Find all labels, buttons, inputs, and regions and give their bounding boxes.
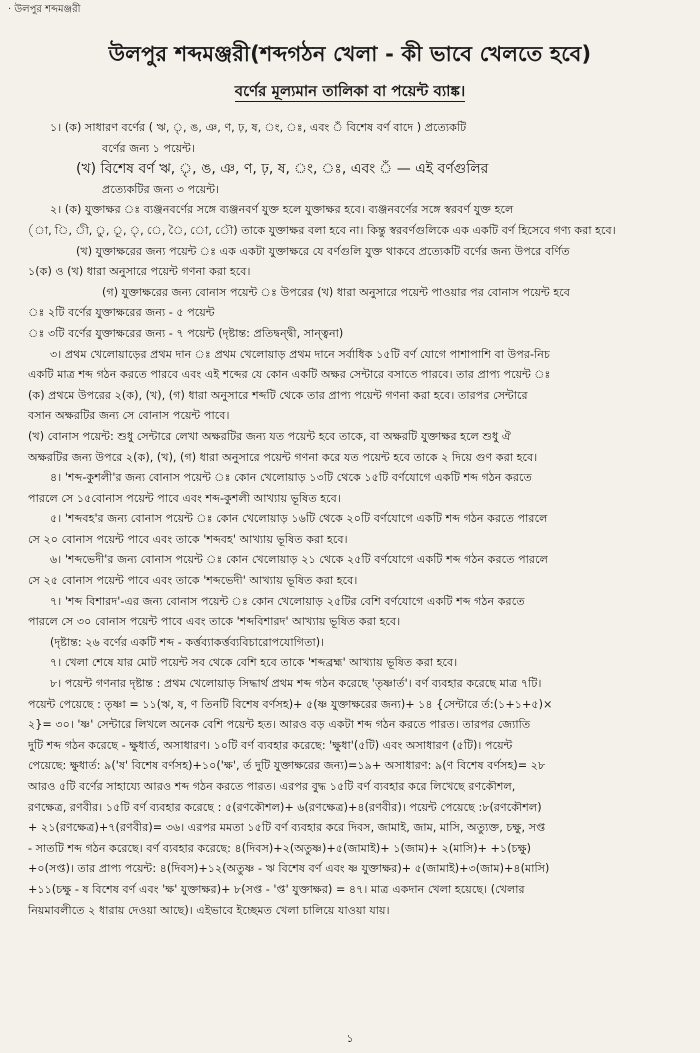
rule-8-line-11: +১১(চক্ষু - ষ বিশেষ বর্ণ এবং 'ক্ষ' যুক্তাক্ষর)+ ৮(সপ্ত - 'প্ত' যুক্তাক্ষর) = ৪৭। মাত্র একদান খেলা হয়েছে। (খেলার — [28, 882, 525, 896]
rule-2b-line-1: (খ) যুক্তাক্ষরের জন্য পয়েন্ট ঃ এক একটা যুক্তাক্ষরে যে বর্ণগুলি যুক্ত থাকবে প্রত্যেকটি বর্ণের জন্য উপরে বর্ণিত — [76, 244, 570, 258]
rule-6-line-1: ৬। 'শব্দভেদী'র জন্য বোনাস পয়েন্ট ঃ কোন খেলোয়াড় ২১ থেকে ২৫টি বর্ণযোগে একটি শব্দ গঠন করতে পারলে — [50, 553, 548, 567]
rule-4-line-2: পারলে সে ১৫বোনাস পয়েন্ট পাবে এবং শব্দ-কুশলী আখ্যায় ভূষিত হবে। — [28, 491, 341, 505]
rule-7-line-2: পারলে সে ৩০ বোনাস পয়েন্ট পাবে এবং তাকে 'শব্দবিশারদ' আখ্যায় ভূষিত করা হবে। — [28, 615, 401, 629]
rule-3a-line-1: (ক) প্রথমে উপরের ২(ক), (খ), (গ) ধারা অনুসারে শব্দটি থেকে তার প্রাপ্য পয়েন্ট গণনা করা হবে। তারপর সেন্টারে — [28, 388, 528, 402]
rule-6-line-2: সে ২৫ বোনাস পয়েন্ট পাবে এবং তাকে 'শব্দভেদী' আখ্যায় ভূষিত করা হবে। — [28, 574, 358, 588]
rule-2a-line-2: (া, ি, ী, ু, ূ, ৃ, ে, ৈ, ো, ৌ) তাকে যুক্তাক্ষর বলা হবে না। কিন্তু স্বরবর্ণগুলিকে এক একটি বর্ণ হিসেবে গণ্য করা হবে। — [28, 223, 616, 237]
rule-8-line-1: ৮। পয়েন্ট গণনার দৃষ্টান্ত : প্রথম খেলোয়াড় সিদ্ধার্থ প্রথম শব্দ গঠন করেছে 'তৃষ্ণার্ত'। বর্ণ ব্যবহার করেছে মাত্র ৭টি। — [50, 677, 542, 691]
rule-1a-line-2: বর্ণের জন্য ১ পয়েন্ট। — [102, 141, 195, 155]
rule-5-line-2: সে ২০ বোনাস পয়েন্ট পাবে এবং তাকে 'শব্দবহ' আখ্যায় ভূষিত করা হবে। — [28, 532, 348, 546]
rule-8-line-5: পেয়েছে: ক্ষুধার্ত: ৯('ষ' বিশেষ বর্ণসহ)+১০('ক্ষ', র্ত দুটি যুক্তাক্ষরের জন্য)=১৯+ অসাধারণ: ৯(ণ বিশেষ বর্ণসহ)= ২৮ — [28, 759, 546, 773]
rule-7-example: (দৃষ্টান্ত: ২৬ বর্ণের একটি শব্দ - কর্ত্তব্যাকর্ত্তব্যবিচারোপযোগিতা)। — [50, 635, 325, 649]
rule-3-line-2: একটি মাত্র শব্দ গঠন করতে পারবে এবং এই শব্দের যে কোন একটি অক্ষর সেন্টারে বসাতে পারবে। তার প্রাপ্য পয়েন্ট ঃ — [28, 368, 551, 382]
rule-8-line-6: আরও ৫টি বর্ণের সাহায্যে আরও শব্দ গঠন করতে পারত। এরপর বুদ্ধ ১৫টি বর্ণ ব্যবহার করে লিখেছে রণকৌশল, — [28, 780, 516, 793]
rule-7b-line: ৭। খেলা শেষে যার মোট পয়েন্ট সব থেকে বেশি হবে তাকে 'শব্দব্রহ্ম' আখ্যায় ভূষিত করা হবে। — [50, 656, 458, 670]
rule-4-line-1: ৪। 'শব্দ-কুশলী'র জন্য বোনাস পয়েন্ট ঃ কোন খেলোয়াড় ১৩টি থেকে ১৫টি বর্ণযোগে একটি শব্দ গঠন করতে — [50, 471, 532, 485]
document-title: উলপুর শব্দমঞ্জরী(শব্দগঠন খেলা - কী ভাবে খেলতে হবে) — [108, 42, 592, 66]
rule-8-line-7: রণক্ষেত্র, রণবীর। ১৫টি বর্ণ ব্যবহার করেছে : ৫(রণকৌশল)+ ৬(রণক্ষেত্র)+৪(রণবীর)। পয়েন্ট পেয়েছে :৮(রণকৌশল) — [28, 800, 542, 814]
rule-8-line-3: ২}= ৩০। 'ষ্ণ' সেন্টারে লিখলে অনেক বেশি পয়েন্ট হত। আরও বড় একটা শব্দ গঠন করতে পারত। তারপর জ্যোতি — [28, 718, 531, 732]
rule-2c-line-2: ঃ ২টি বর্ণের যুক্তাক্ষরের জন্য - ৫ পয়েন্ট — [28, 306, 215, 320]
rule-8-line-4: দুটি শব্দ গঠন করেছে - ক্ষুধার্ত, অসাধারণ। ১০টি বর্ণ ব্যবহার করেছে: 'ক্ষুধা'(৫টি) এবং অসাধারণ (৫টি)। পয়েন্ট — [28, 738, 513, 752]
rule-8-line-10: +০(সপ্ত)। তার প্রাপ্য পয়েন্ট: ৪(দিবস)+১২(অতুষ্ণ - ঋ বিশেষ বর্ণ এবং ষ্ণ যুক্তাক্ষর)+ ৫(জামাই)+৩(জাম)+৪(মাসি) — [28, 862, 550, 876]
document-subtitle — [0, 80, 700, 105]
rule-8-line-9: - সাতটি শব্দ গঠন করেছে। বর্ণ ব্যবহার করেছে: ৪(দিবস)+২(অতুষ্ণ)+৫(জামাই)+ ১(জাম)+ ২(মাসি)+ +১(চক্ষু) — [28, 841, 532, 855]
rule-8-line-8: + ২১(রণক্ষেত্র)+৭(রণবীর)= ৩৬। এরপর মমতা ১৫টি বর্ণ ব্যবহার করে দিবস, জামাই, জাম, মাসি, অত্যুক্ত, চক্ষু, সপ্ত — [28, 821, 546, 835]
rule-2c-line-1: (গ) যুক্তাক্ষরের জন্য বোনাস পয়েন্ট ঃ উপরের (খ) ধারা অনুসারে পয়েন্ট পাওয়ার পর বোনাস পয়েন্ট হবে — [102, 285, 570, 299]
rule-1a-line-1: ১। (ক) সাধারণ বর্ণের ( ঋ, ৃ, ঙ, ঞ, ণ, ঢ়, ষ, ং, ঃ, এবং ঁ বিশেষ বর্ণ বাদে ) প্রত্যেকটি — [50, 121, 467, 134]
rule-1b-line-2: প্রত্যেকটির জন্য ৩ পয়েন্ট। — [102, 182, 220, 196]
rule-8-line-12: নিয়মাবলীতে ২ ধারায় দেওয়া আছে)। এইভাবে ইচ্ছেমত খেলা চালিয়ে যাওয়া যায়। — [28, 903, 390, 917]
rule-2c-line-3: ঃ ৩টি বর্ণের যুক্তাক্ষরের জন্য - ৭ পয়েন্ট (দৃষ্টান্ত: প্রতিদ্বন্দ্বী, সান্ত্বনা) — [28, 326, 344, 340]
page-number: ১ — [346, 1032, 354, 1045]
rule-2a-line-1: ২। (ক) যুক্তাক্ষর ঃ ব্যঞ্জনবর্ণের সঙ্গে ব্যঞ্জনবর্ণ যুক্ত হলে যুক্তাক্ষর হবে। ব্যঞ্জনবর্ণের সঙ্গে স্বরবর্ণ যুক্ত হলে — [50, 203, 514, 217]
rule-1b-line-1: (খ) বিশেষ বর্ণ ঋ, ৃ, ঙ, ঞ, ণ, ঢ়, ষ, ং, ঃ, এবং ঁ — এই বর্ণগুলির — [76, 161, 489, 178]
rule-7-line-1: ৭। 'শব্দ বিশারদ'-এর জন্য বোনাস পয়েন্ট ঃ কোন খেলোয়াড় ২৫টির বেশি বর্ণযোগে একটি শব্দ গঠন করতে — [50, 594, 525, 608]
rule-3b-line-1: (খ) বোনাস পয়েন্ট: শুধু সেন্টারে লেখা অক্ষরটির জন্য যত পয়েন্ট হবে তাকে, বা অক্ষরটি যুক্তাক্ষর হলে শুধু ঐ — [28, 429, 511, 443]
rule-5-line-1: ৫। 'শব্দবহ'র জন্য বোনাস পয়েন্ট ঃ কোন খেলোয়াড় ১৬টি থেকে ২০টি বর্ণযোগে একটি শব্দ গঠন করতে পারলে — [50, 512, 548, 526]
rule-3a-line-2: বসান অক্ষরটির জন্য সে বোনাস পয়েন্ট পাবে। — [28, 409, 230, 423]
rule-3-line-1: ৩। প্রথম খেলোয়াড়ের প্রথম দান ঃ প্রথম খেলোয়াড় প্রথম দানে সর্বাধিক ১৫টি বর্ণ যোগে পাশাপাশি বা উপর-নিচ — [50, 347, 550, 361]
rule-3b-line-2: অক্ষরটির জন্য উপরে ২(ক), (খ), (গ) ধারা অনুসারে পয়েন্ট গণনা করে যত পয়েন্ট হবে তাকে ২ দিয়ে গুণ করা হবে। — [28, 450, 538, 464]
document-body — [28, 118, 672, 921]
rule-2b-line-2: ১(ক) ও (খ) ধারা অনুসারে পয়েন্ট গণনা করা হবে। — [28, 265, 251, 279]
rule-8-line-2: পয়েন্ট পেয়েছে : তৃষ্ণা = ১১(ঋ, ষ, ণ তিনটি বিশেষ বর্ণসহ)+ ৫(ষ্ণ যুক্তাক্ষরের জন্য)+ ১৪ {সেন্টারে র্ত:(১+১+৫)× — [28, 697, 553, 711]
subtitle-text: বর্ণের মূল্যমান তালিকা বা পয়েন্ট ব্যাঙ্ক। — [234, 82, 466, 100]
running-header: · উলপুর শব্দমঞ্জরী — [8, 4, 81, 15]
